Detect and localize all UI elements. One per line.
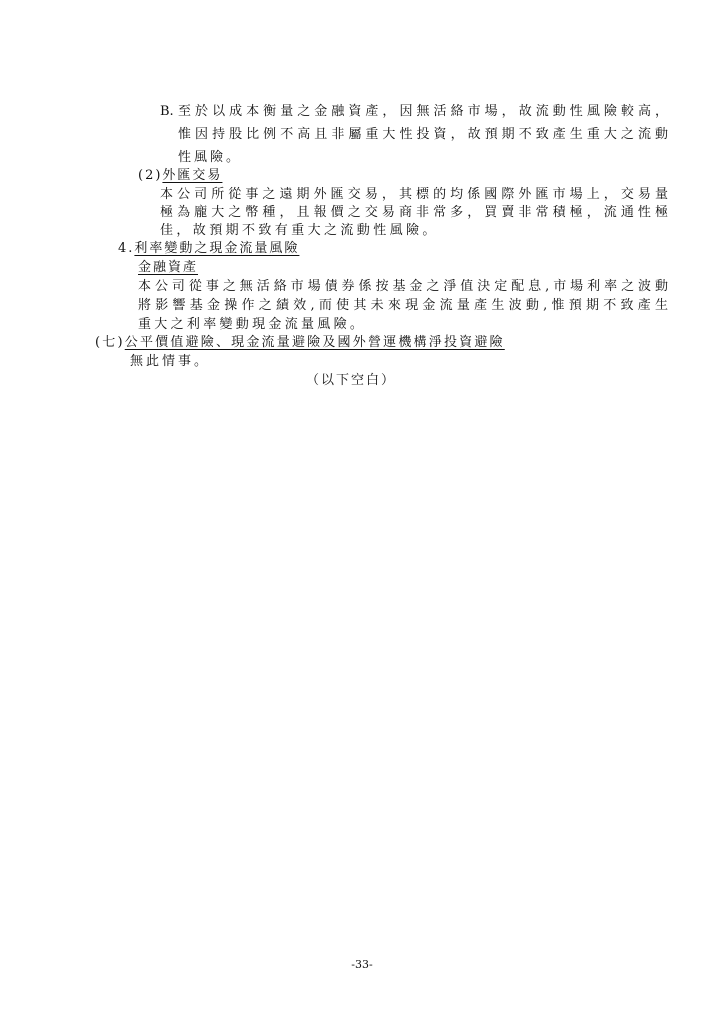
fx-line-2: 極為龐大之幣種，且報價之交易商非常多，買賣非常積極，流通性極: [160, 205, 668, 220]
page-number: -33-: [351, 958, 373, 971]
section-7-prefix: (七): [95, 335, 125, 350]
fin-line-2: 將影響基金操作之績效,而使其未來現金流量產生波動,惟預期不致產生: [138, 298, 668, 313]
fx-heading: [138, 168, 222, 184]
fin-line-1: 本公司從事之無活絡市場債券係按基金之淨值決定配息,市場利率之波動: [138, 279, 668, 294]
section-4-title: 利率變動之現金流量風險: [134, 241, 300, 256]
item-b-label: B.: [160, 104, 174, 119]
fin-assets-title: 金融資產: [138, 260, 199, 275]
section-7-heading: [95, 335, 505, 351]
section-4-heading: [118, 241, 299, 257]
section-7-title: 公平價值避險、現金流量避險及國外營運機構淨投資避險: [124, 335, 505, 350]
section-4-prefix: 4.: [118, 241, 135, 256]
section-7-body: 無此情事。: [130, 354, 211, 369]
item-b-line-1: 至於以成本衡量之金融資產，因無活絡市場，故流動性風險較高，: [178, 104, 668, 119]
item-b-line-2: 惟因持股比例不高且非屬重大性投資，故預期不致產生重大之流動: [178, 127, 668, 142]
fx-title: 外匯交易: [162, 168, 223, 183]
fx-prefix: (2): [138, 168, 163, 183]
fx-line-1: 本公司所從事之遠期外匯交易，其標的均係國際外匯市場上，交易量: [160, 187, 668, 202]
item-b-line-3: 性風險。: [178, 150, 243, 165]
fx-line-3: 佳，故預期不致有重大之流動性風險。: [160, 223, 439, 238]
blank-note: （以下空白）: [306, 373, 397, 388]
fin-line-3: 重大之利率變動現金流量風險。: [138, 317, 367, 332]
